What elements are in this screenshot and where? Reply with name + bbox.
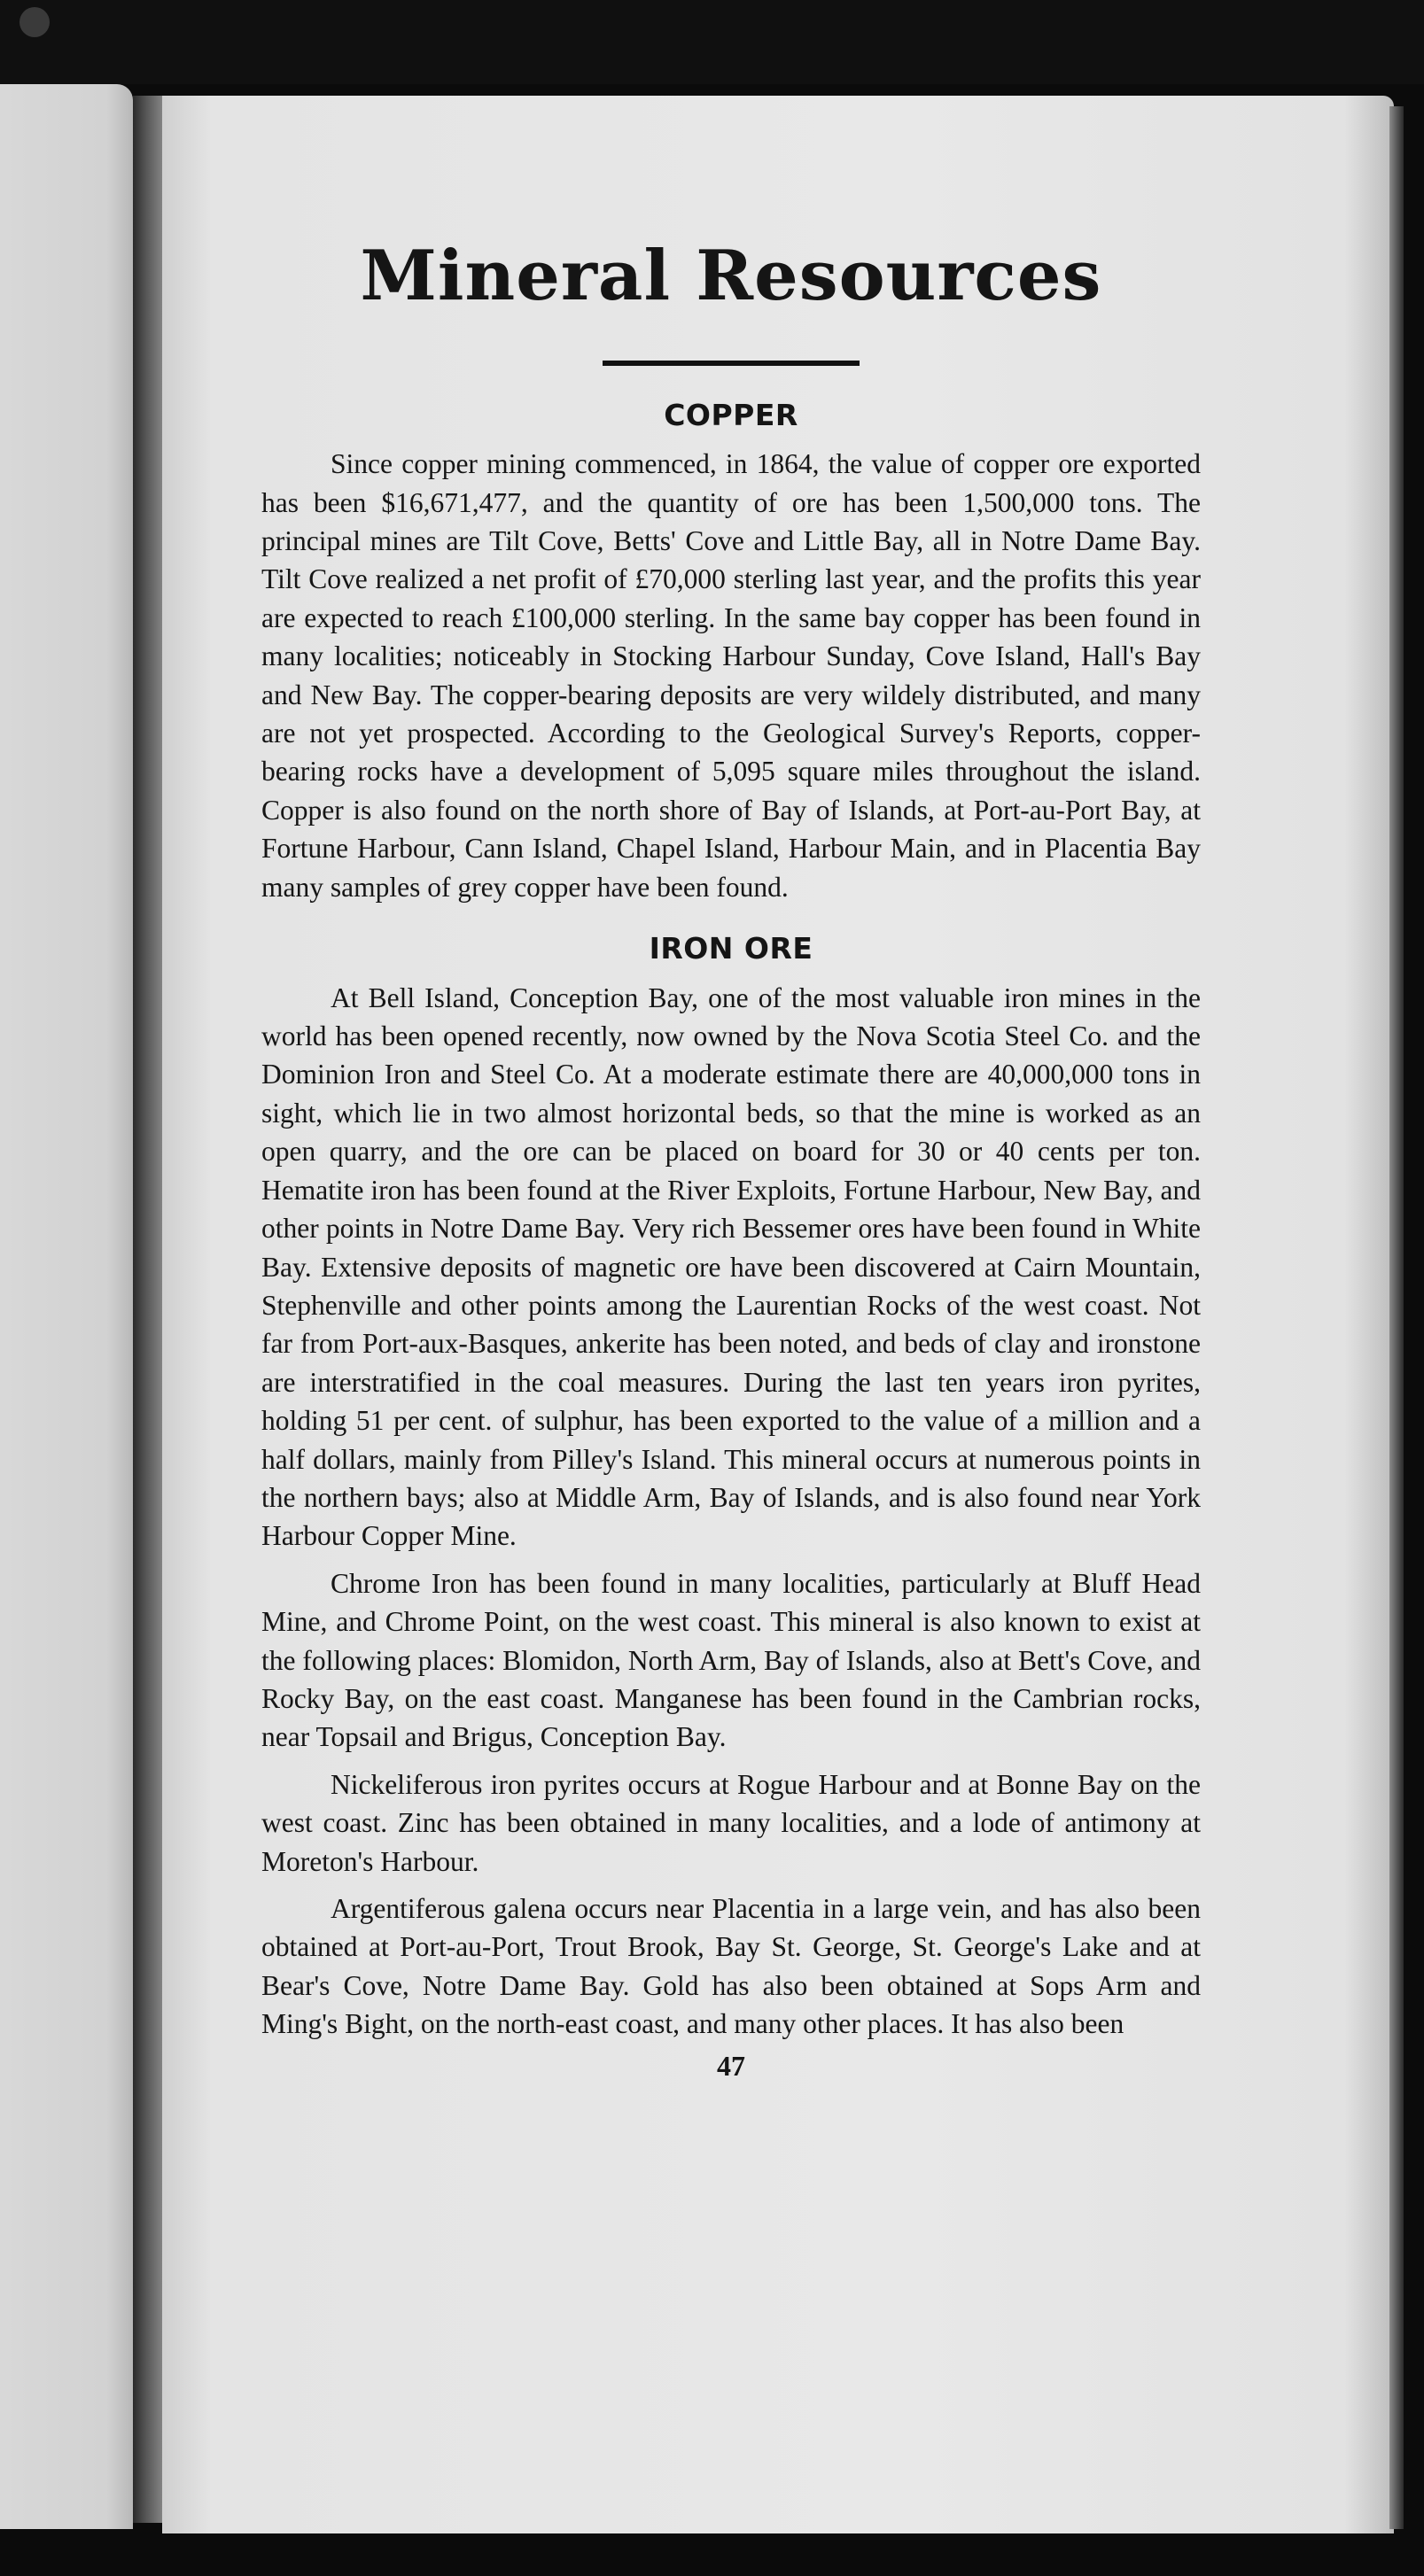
page-title: Mineral Resources [360, 236, 1102, 316]
page-right-edge [1389, 106, 1404, 2529]
title-divider [603, 361, 860, 366]
chrome-iron-paragraph: Chrome Iron has been found in many localities, particularly at Bluff Head Mine, and Chrome Point, on the west coast. This mineral is also known to exist at the following places: Blomidon, North Arm, Bay of Islands, also at Bett's Cove, and Rocky Bay, on the east coast. Manganese has been found in the Cambrian rocks, near Topsail and Brigus, Conception Bay. [261, 1567, 1201, 1753]
section-copper [261, 398, 1201, 906]
page-number: 47 [717, 2049, 745, 2082]
scan-artifact [19, 7, 50, 37]
argentiferous-paragraph: Argentiferous galena occurs near Placentia in a large vein, and has also been obtained at Port-au-Port, Trout Brook, Bay St. George, St. George's Lake and at Bear's Cove, Notre Dame Bay. Gold has also been obtained at Sops Arm and Ming's Bight, on the north-east coast, and many other places. It has also been [261, 1893, 1201, 2040]
nickeliferous-paragraph: Nickeliferous iron pyrites occurs at Rogue Harbour and at Bonne Bay on the west coast. Zinc has been obtained in many localities, and a lode of antimony at Moreton's Harbour. [261, 1768, 1201, 1877]
book-spine [133, 96, 165, 2523]
copper-paragraph: Since copper mining commenced, in 1864, the value of copper ore exported has been $16,671,477, and the quantity of ore has been 1,500,000 tons. The principal mines are Tilt Cove, Betts' Cove and Little Bay, all in Notre Dame Bay. Tilt Cove realized a net profit of £70,000 sterling last year, and the profits this year are expected to reach £100,000 sterling. In the same bay copper has been found in many localities; noticeably in Stocking Harbour Sunday, Cove Island, Hall's Bay and New Bay. The copper-bearing deposits are very wildely distributed, and many are not yet prospected. According to the Geological Survey's Reports, copper-bearing rocks have a development of 5,095 square miles throughout the island. Copper is also found on the north shore of Bay of Islands, at Port-au-Port Bay, at Fortune Harbour, Cann Island, Chapel Island, Harbour Main, and in Placentia Bay many samples of grey copper have been found. [261, 448, 1201, 903]
scan-background-top [0, 0, 1424, 84]
facing-page-edge [0, 84, 133, 2529]
section-heading-copper: COPPER [664, 397, 798, 432]
section-iron-ore [261, 931, 1201, 2044]
section-heading-iron-ore: IRON ORE [649, 931, 813, 966]
page-content [261, 235, 1201, 2083]
iron-ore-paragraph: At Bell Island, Conception Bay, one of the most valuable iron mines in the world has been opened recently, now owned by the Nova Scotia Steel Co. and the Dominion Iron and Steel Co. At a moderate estimate there are 40,000,000 tons in sight, which lie in two almost horizontal beds, so that the mine is worked as an open quarry, and the ore can be placed on board for 30 or 40 cents per ton. Hematite iron has been found at the River Exploits, Fortune Harbour, New Bay, and other points in Notre Dame Bay. Very rich Bessemer ores have been found in White Bay. Extensive deposits of magnetic ore have been discovered at Cairn Mountain, Stephenville and other points among the Laurentian Rocks of the west coast. Not far from Port-aux-Basques, ankerite has been noted, and beds of clay and ironstone are interstratified in the coal measures. During the last ten years iron pyrites, holding 51 per cent. of sulphur, has been exported to the value of a million and a half dollars, mainly from Pilley's Island. This mineral occurs at numerous points in the northern bays; also at Middle Arm, Bay of Islands, and is also found near York Harbour Copper Mine. [261, 982, 1201, 1552]
